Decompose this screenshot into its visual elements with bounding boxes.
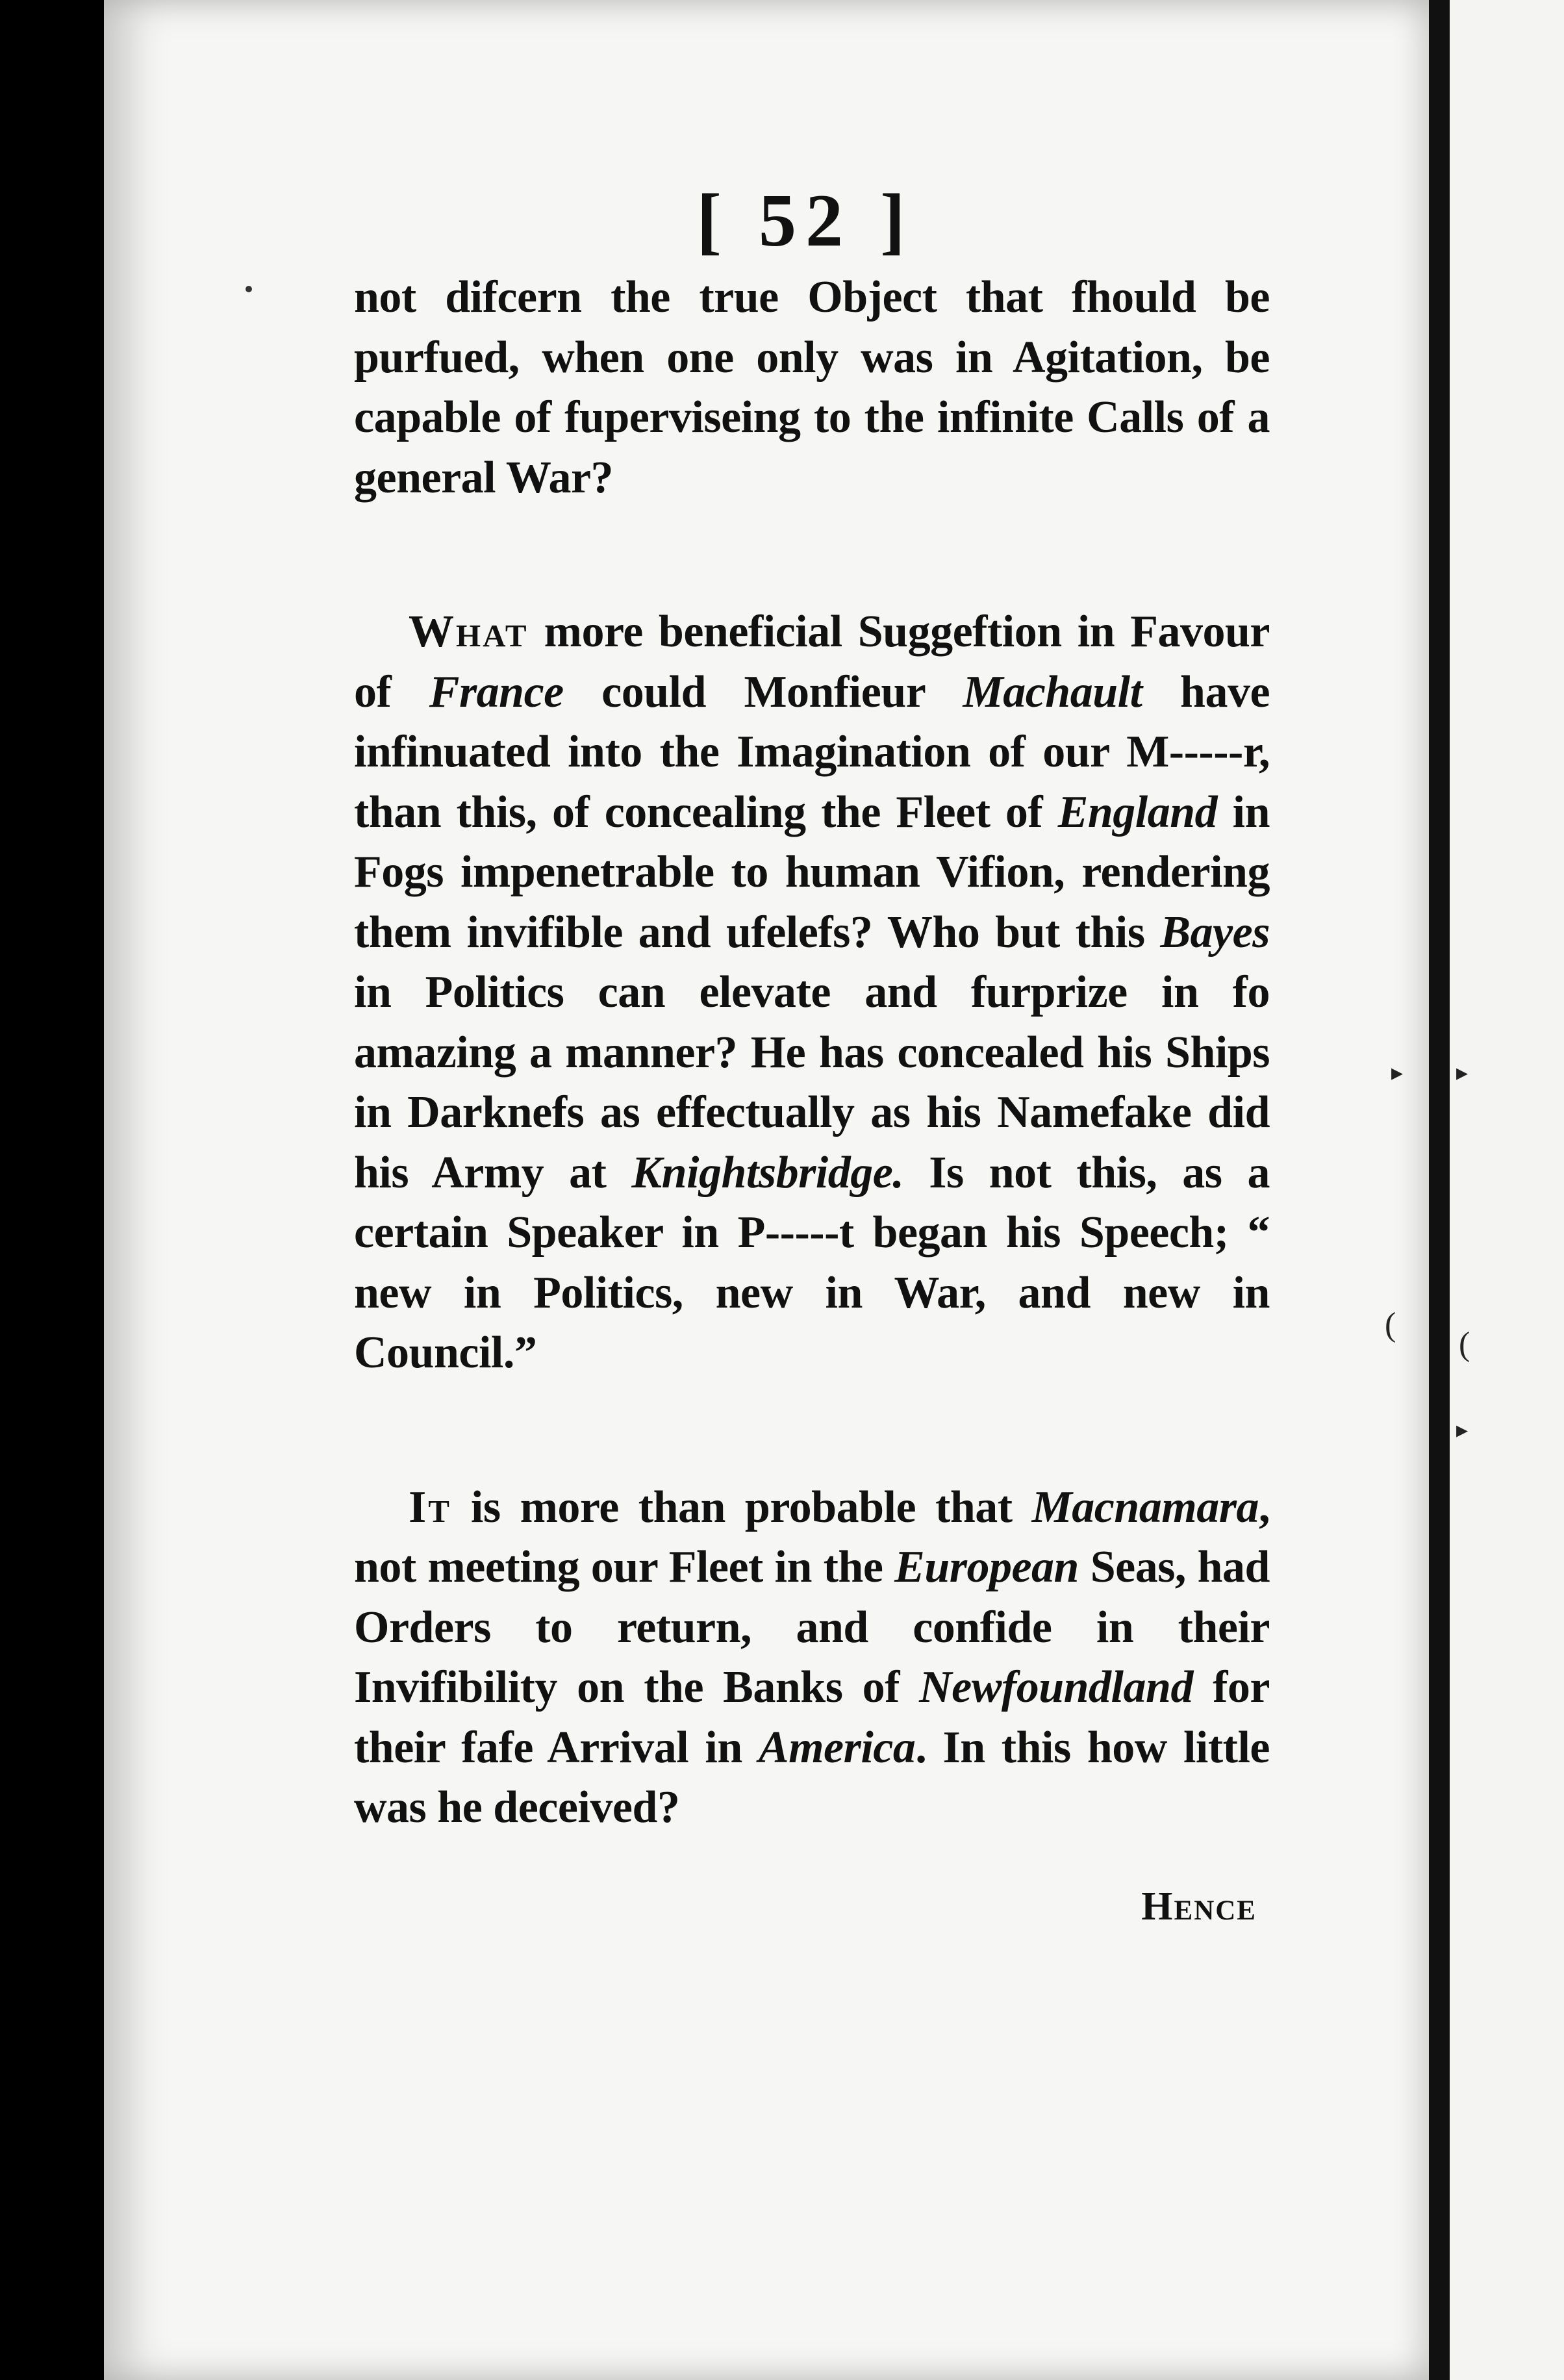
italic-text: England (1057, 787, 1218, 837)
italic-text: Bayes (1160, 907, 1270, 957)
page-text (354, 179, 1270, 1930)
facing-page-mark: ▸ (1456, 1417, 1469, 1443)
paragraph-1 (354, 268, 1270, 508)
italic-text: Machault (963, 666, 1142, 717)
text-run: is more than probable that (451, 1482, 1032, 1532)
italic-text: European (894, 1542, 1079, 1592)
italic-text: Newfoundland (919, 1662, 1193, 1712)
paragraph-lead-word: What (409, 607, 529, 657)
facing-page-mark: ( (1385, 1306, 1396, 1343)
facing-page-mark: ( (1459, 1326, 1470, 1363)
paragraph-3 (354, 1478, 1270, 1838)
text-run: more beneficial Suggeftion in Favour of (354, 607, 1270, 717)
text-run: Seas, had Orders to return, and confide in their Invifibility on the Banks of (354, 1542, 1270, 1712)
text-run: in Fogs impenetrable to human Vifion, rendering them invifible and ufelefs? Who but this (354, 787, 1270, 957)
text-run: not difcern the true Object that fhould be purfued, when one only was in Agitation, be capable of fuperviseing to the infinite Calls of a general War? (354, 272, 1270, 503)
text-run: . In this how little was he deceived? (354, 1722, 1270, 1832)
text-run: in Politics can elevate and furprize in fo amazing a manner? He has concealed his Ships in Darknefs as effectually as his Namefake did his Army at (354, 967, 1270, 1198)
text-run: Is not this, as a certain Speaker in P-----t began his Speech; “ new in Politics, new in War, and new in Council.” (354, 1147, 1270, 1378)
page-gutter (1429, 0, 1450, 2380)
page-number: [ 52 ] (696, 179, 914, 262)
paragraph-2 (354, 602, 1270, 1384)
catchword: Hence (1141, 1884, 1257, 1929)
italic-text: America (758, 1722, 916, 1773)
text-run: could Monfieur (563, 666, 963, 717)
text-run: have infinuated into the Imagination of our M-----r, than this, of concealing the Fleet of (354, 666, 1270, 837)
italic-text: Macnamara (1031, 1482, 1259, 1532)
text-run: , not meeting our Fleet in the (354, 1482, 1270, 1592)
stray-dot (246, 286, 252, 292)
text-run: for their fafe Arrival in (354, 1662, 1270, 1773)
facing-page-edge (1385, 0, 1564, 2380)
italic-text: France (429, 666, 564, 717)
facing-page-mark: ▸ (1456, 1059, 1469, 1085)
paragraph-lead-word: It (409, 1482, 451, 1532)
facing-page-mark: ▸ (1391, 1059, 1404, 1085)
italic-text: Knightsbridge. (631, 1147, 904, 1198)
